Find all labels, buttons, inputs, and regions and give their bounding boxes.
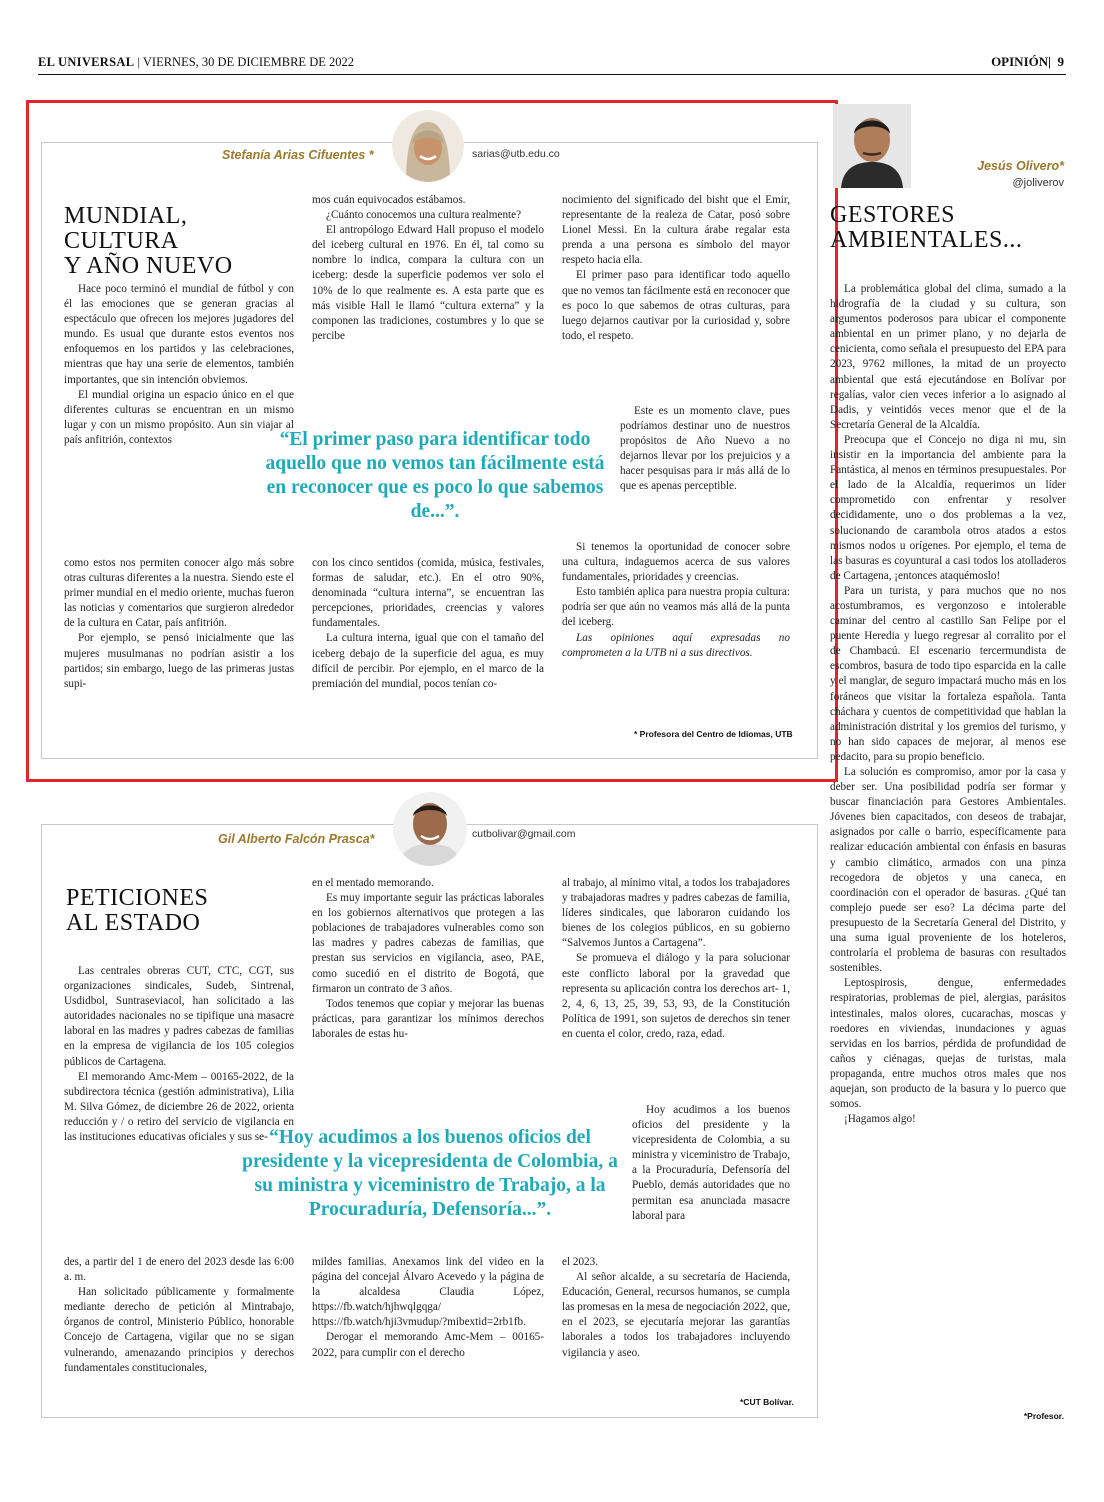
article1-title bbox=[64, 204, 304, 279]
paragraph: con los cinco sentidos (comida, música, festivales, formas de saludar, etc.). En el otro 90%, denominada “cultura interna”, se encuentran las percepciones, prioridades, creencias y valores fundamentales. bbox=[312, 557, 544, 630]
article3-title-line1: GESTORES bbox=[830, 202, 955, 228]
paragraph: Derogar el memorando Amc-Mem – 00165-2022, para cumplir con el derecho bbox=[312, 1331, 544, 1359]
paragraph: Esto también aplica para nuestra propia cultura: podría ser que aún no veamos más allá de la punta del iceberg. bbox=[562, 586, 790, 629]
article3-body bbox=[830, 282, 1066, 1410]
article1-title-line2: Y AÑO NUEVO bbox=[64, 253, 233, 279]
paragraph: Hoy acudimos a los buenos oficios del presidente y la vicepresidenta de Colombia, a su ministra y viceministro de Trabajo, a la Procuraduría, Defensoría del Pueblo, demás autoridades que no permitan esa anunciada masacre laboral para bbox=[632, 1104, 790, 1222]
article1-title-line1: MUNDIAL, CULTURA bbox=[64, 203, 188, 254]
issue-date: VIERNES, 30 DE DICIEMBRE DE 2022 bbox=[142, 55, 354, 69]
article2-col1-bottom bbox=[64, 1255, 294, 1410]
author-photo-stefania bbox=[392, 110, 464, 182]
article2-title bbox=[66, 886, 296, 936]
paragraph: El memorando Amc-Mem – 00165-2022, de la subdirectora técnica (gestión administrativa), Lilia M. Silva Gómez, de diciembre 26 de 2022, orienta reducción y / o retiro del servicio de vigilancia en las instituciones educativas oficiales y sus se- bbox=[64, 1070, 294, 1144]
paragraph: al trabajo, al mínimo vital, a todos los trabajadores y trabajadoras madres y padres cabezas de familia, líderes sindicales, que laboraron cuidando los bienes de los colegios públicos, en su gobierno “Salvemos Juntos a Cartagena”. bbox=[562, 877, 790, 950]
paragraph: ¡Hagamos algo! bbox=[844, 1113, 916, 1126]
paragraph: El mundial origina un espacio único en el que diferentes culturas se encuentran en un mismo lugar y con un mismo propósito. Aun sin viajar al país anfitrión, contextos bbox=[64, 388, 294, 446]
paragraph: El primer paso para identificar todo aquello que no vemos tan fácilmente está en reconocer que es poco lo que sabemos de otras culturas, para luego dejarnos cautivar por la curiosidad y, sobre todo, el respeto. bbox=[562, 269, 790, 342]
paragraph: El antropólogo Edward Hall propuso el modelo del iceberg cultural en 1976. En él, tal como su nombre lo indica, compara la cultura con un iceberg: desde la superficie podemos ver solo el 10% de lo que realmente es. A esta parte que es más visible Hall le llamó “cultura externa” y la componen las tradiciones, costumbres y lo que se percibe bbox=[312, 224, 544, 342]
article2-col3-bottom bbox=[562, 1255, 790, 1395]
article3-title-line2: AMBIENTALES... bbox=[830, 227, 1023, 253]
article2-author: Gil Alberto Falcón Prasca* bbox=[218, 832, 375, 846]
article1-col3-bottom bbox=[562, 540, 790, 730]
article3-title bbox=[830, 203, 1066, 253]
paragraph: Las centrales obreras CUT, CTC, CGT, sus organizaciones sindicales, Sudeb, Sintrenal, Usdidbol, Suntraseviacol, han solicitado a las autoridades nacionales no se tipifique una masacre laboral en las madres y padres cabezas de familias en la empresa de vigilancia de los 105 colegios públicos de Cartagena. bbox=[64, 965, 294, 1068]
paragraph: mos cuán equivocados estábamos. bbox=[312, 194, 466, 206]
paragraph: Por ejemplo, se pensó inicialmente que las mujeres musulmanas no podrían asistir a los partidos; sin embargo, luego de las primeras justas supi- bbox=[64, 632, 294, 690]
article2-pull-quote: “Hoy acudimos a los buenos oficios del presidente y la vicepresidenta de Colombia, a su ministra y viceministro de Trabajo, a la Procuraduría, Defensoría...”. bbox=[242, 1127, 618, 1220]
article1-col3-mid bbox=[620, 404, 790, 538]
author-photo-jesus bbox=[833, 104, 911, 188]
masthead-rule bbox=[38, 74, 1066, 75]
paragraph: Preocupa que el Concejo no diga ni mu, sin insistir en la importancia del ambiente para la Fantástica, al menos en términos presupuestales. Por el lado de la Alcaldía, requerimos un líder comprometido con enfrentar y resolver decididamente, uno o dos problemas a la vez, solucionando de carambola otros atados a estos mismos nodos u orígenes. Por ejemplo, el tema de las basuras es coyuntural a casi todos los atolladeros de Cartagena, ¡entonces ataquémoslo! bbox=[830, 433, 1066, 582]
masthead-right: OPINIÓN| 9 bbox=[991, 54, 1064, 69]
article2-col3-top bbox=[562, 876, 790, 1100]
article2-title-line2: AL ESTADO bbox=[66, 910, 201, 936]
paragraph: Se promueva el diálogo y la para solucionar este conflicto laboral por la gravedad que representa su aplicación contra los derechos art- 1, 2, 4, 6, 13, 25, 39, 53, 93, de la Constitución Política de 1991, son sujetos de derechos sin tener en cuenta el color, credo, raza, edad. bbox=[562, 952, 790, 1040]
paragraph: des, a partir del 1 de enero del 2023 desde las 6:00 a. m. bbox=[64, 1256, 294, 1284]
article2-credit: *CUT Bolívar. bbox=[740, 1397, 794, 1407]
article3-author: Jesús Olivero* bbox=[977, 159, 1064, 173]
article2-title-line1: PETICIONES bbox=[66, 885, 209, 911]
paragraph: Han solicitado públicamente y formalmente mediante derecho de petición al Mintrabajo, órganos de control, Ministerio Público, honorable Concejo de Cartagena, vigilar que no se sigan vulnerando, amenazando principios y derechos fundamentales constitucionales, bbox=[64, 1286, 294, 1374]
paragraph: Para un turista, y para muchos que no nos acostumbramos, es vergonzoso e intolerable caminar del centro al castillo San Felipe por el puente Heredia y luego regresar al corralito por el de Chambacú. El escenario tercermundista de escombros, basura de todo tipo esparcida en la calle y el manglar, de seguro impactará mucho más en los foráneos que visitar la fortaleza española. Tanta cháchara y cuentos de competitividad que hablan la administración distrital y los gremios del turismo, y no han sido capaces de mejorar, al menos ese pedacito, para su propio beneficio. bbox=[830, 584, 1066, 763]
paragraph: el 2023. bbox=[562, 1256, 599, 1268]
paragraph: Este es un momento clave, pues podríamos destinar uno de nuestros propósitos de Año Nuevo a no dejarnos llevar por los prejuicios y a hacer pesquisas para ir más allá de lo que es apenas perceptible. bbox=[620, 405, 790, 493]
page-number: 9 bbox=[1057, 54, 1064, 69]
disclaimer: Las opiniones aquí expresadas no comprometen a la UTB ni a sus directivos. bbox=[562, 631, 790, 659]
article1-col1-top bbox=[64, 282, 294, 554]
paragraph: nocimiento del significado del bisht que el Emir, representante de la realeza de Catar, posó sobre Lionel Messi. En la cultura árabe regalar esta prenda a una persona es símbolo del mayor respeto hacia ella. bbox=[562, 194, 790, 267]
paragraph: La problemática global del clima, sumado a la hidrografía de la ciudad y su cultura, son argumentos poderosos para ubicar el componente ambiental en un primer plano, y no dejarla de cenicienta, como señala el presupuesto del EPA para 2023, 9762 millones, la mitad de un proyecto ambiental que está ejecutándose en Bolívar por regalías, valor cien veces inferior a lo asignado al Dadis, y veintidós veces menor que el de la Secretaría General de la Alcaldía. bbox=[830, 283, 1066, 431]
paragraph: mildes familias. Anexamos link del video en la página del concejal Álvaro Acevedo y la página de la alcaldesa Claudia López, https://fb.watch/hjhwqlgqga/ https://fb.watch/hji3vmudup/?mibextid=2rb1fb. bbox=[312, 1256, 544, 1329]
paragraph: en el mentado memorando. bbox=[312, 877, 434, 889]
paragraph: Hace poco terminó el mundial de fútbol y con él las emociones que se generan gracias al espectáculo que ofrecen los mejores jugadores del mundo. Es usual que durante estos eventos nos enfoquemos en los partidos y las celebraciones, mientras que hay una serie de elementos, también importantes, que sin intención obviemos. bbox=[64, 283, 294, 386]
paragraph: Al señor alcalde, a su secretaría de Hacienda, Educación, General, recursos humanos, se cumpla las promesas en la mesa de negociación 2022, que, en el 2023, se ejecutaría mejorar las garantías laborales a todos los trabajadores incluyendo vigilancia y aseo. bbox=[562, 1271, 790, 1359]
newspaper-name: EL UNIVERSAL bbox=[38, 55, 135, 69]
article2-col2-bottom bbox=[312, 1255, 544, 1410]
paragraph: La cultura interna, igual que con el tamaño del iceberg debajo de la superficie del agua, es muy difícil de percibir. Por ejemplo, en el marco de la premiación del mundial, pocos tenían co- bbox=[312, 632, 544, 690]
article1-col2-top bbox=[312, 193, 544, 405]
paragraph: Si tenemos la oportunidad de conocer sobre una cultura, indaguemos acerca de sus valores fundamentales, prioridades y creencias. bbox=[562, 541, 790, 584]
paragraph: como estos nos permiten conocer algo más sobre otras culturas diferentes a la nuestra. Siendo este el primer mundial en el medio oriente, muchas fueron las noticias y comentarios que surgieron alrededor de la cultura en Catar, país anfitrión. bbox=[64, 557, 294, 630]
article1-col1-bottom bbox=[64, 556, 294, 746]
article3-handle[interactable]: @joliverov bbox=[1012, 177, 1064, 189]
paragraph: Es muy importante seguir las prácticas laborales en los gobiernos alternativos que protegen a las poblaciones de trabajadores vulnerables como son las madres y padres cabezas de familias, que prestan sus servicios en vigilancia, aseo, PAE, como sucedió en el distrito de Bogotá, que firmaron un contrato de 3 años. bbox=[312, 892, 544, 995]
paragraph: Leptospirosis, dengue, enfermedades respiratorias, problemas de piel, alergias, parásitos intestinales, malos olores, cucarachas, moscas y roedores en viviendas, inundaciones y aguas servidas en los barrios, pérdida de profundidad de caños y ciénagas, quejas de turistas, mala propaganda, entre muchos otros males que nos aquejan, son producto de la basura y lo puerco que somos. bbox=[830, 977, 1066, 1111]
article1-pull-quote: “El primer paso para identificar todo aquello que no vemos tan fácilmente está en reconocer que es poco lo que sabemos de...”. bbox=[265, 429, 605, 522]
article1-author: Stefanía Arias Cifuentes * bbox=[222, 148, 374, 162]
paragraph: ¿Cuánto conocemos una cultura realmente? bbox=[326, 209, 522, 222]
author-photo-gil bbox=[393, 792, 467, 866]
article1-email[interactable]: sarias@utb.edu.co bbox=[472, 148, 560, 160]
article2-col3-mid bbox=[632, 1103, 790, 1255]
paragraph: Todos tenemos que copiar y mejorar las buenas prácticas, para garantizar los mínimos derechos laborales de estas hu- bbox=[312, 997, 544, 1040]
article1-col3-top bbox=[562, 193, 790, 405]
article1-credit: * Profesora del Centro de Idiomas, UTB bbox=[634, 729, 793, 739]
section-name: OPINIÓN bbox=[991, 54, 1049, 69]
article2-email[interactable]: cutbolivar@gmail.com bbox=[472, 828, 576, 840]
article3-credit: *Profesor. bbox=[1023, 1411, 1064, 1421]
article1-col2-bottom bbox=[312, 556, 544, 746]
article2-col2-top bbox=[312, 876, 544, 1104]
paragraph: La solución es compromiso, amor por la casa y deber ser. Una posibilidad podría ser formar y buscar financiación para Gestores Ambientales. Jóvenes bien capacitados, con deseos de trabajar, asignados por calle o barrio, específicamente para realizar educación ambiental con énfasis en basuras y cambio climático, armados con una pinza recogedora de objetos y una caneca, en coordinación con el operador de basuras. ¿Qué tan complejo puede ser eso? La décima parte del presupuesto de la Secretaría General del Distrito, y una suma igual proveniente de los hoteleros, controlaría el problema de basuras con resultados sostenibles. bbox=[830, 766, 1066, 975]
masthead-left: EL UNIVERSAL | VIERNES, 30 DE DICIEMBRE DE 2022 bbox=[38, 55, 354, 69]
